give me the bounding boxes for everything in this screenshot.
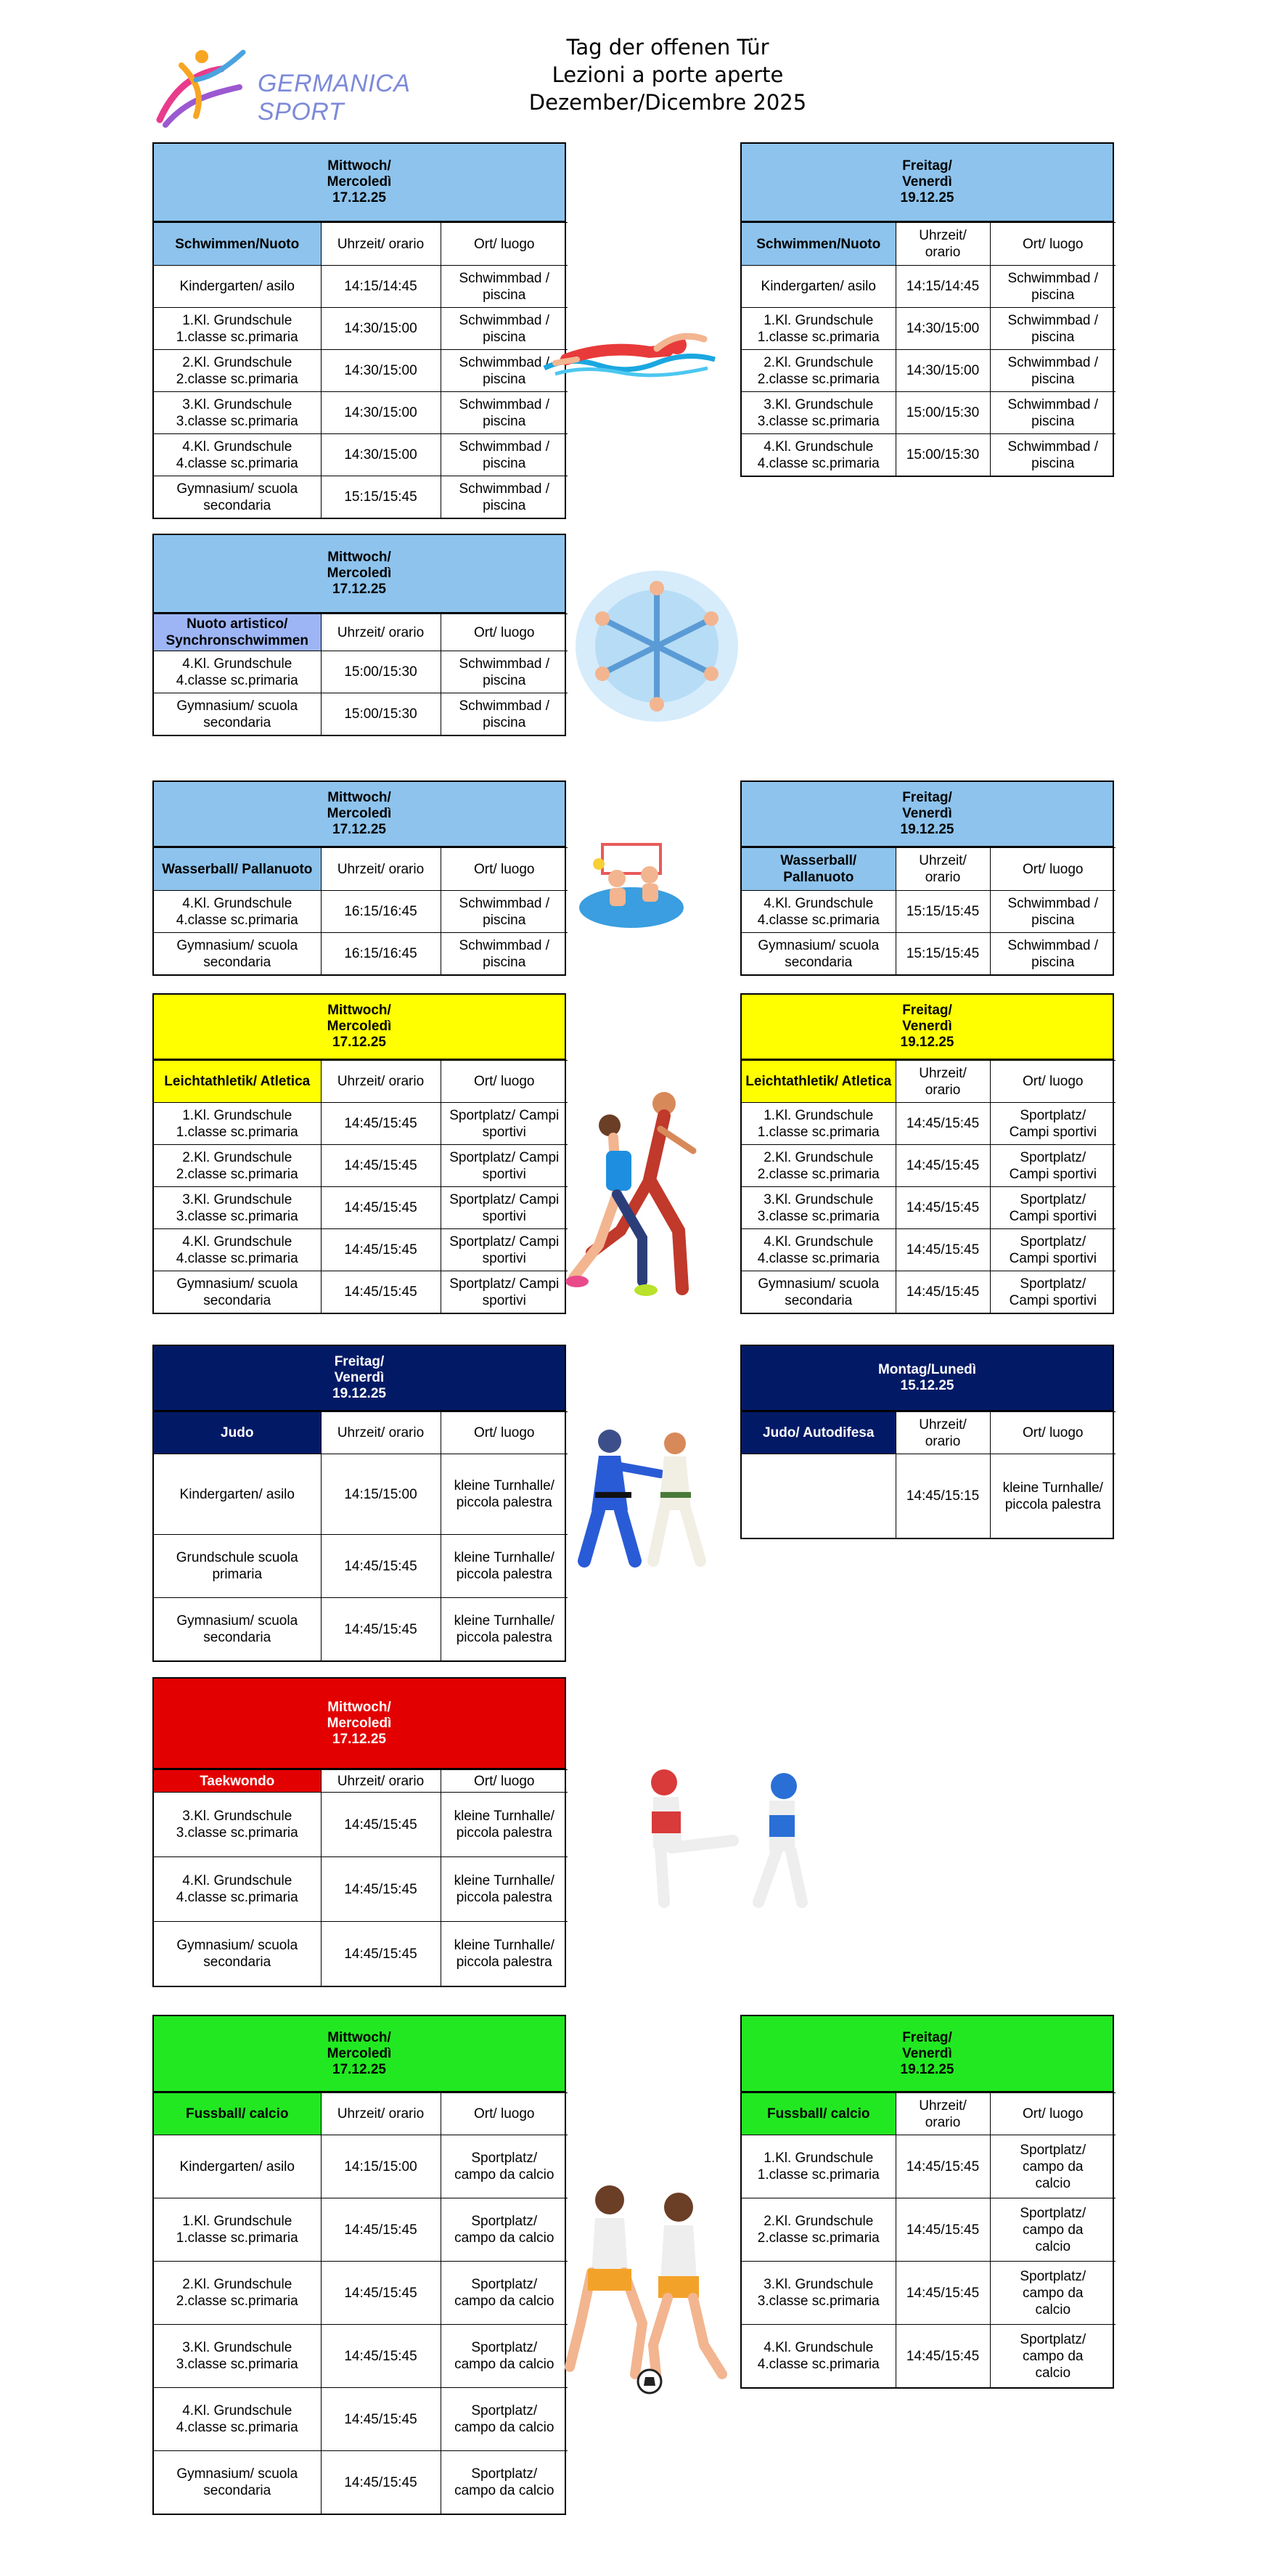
column-header-cell: Ort/ luogo bbox=[990, 1061, 1116, 1103]
time-cell: 14:45/15:45 bbox=[321, 2451, 441, 2514]
location-cell: Sportplatz/ campo da calcio bbox=[990, 2198, 1116, 2262]
class-cell: 3.Kl. Grundschule 3.classe sc.primaria bbox=[154, 1187, 321, 1229]
sport-name-cell: Leichtathletik/ Atletica bbox=[154, 1061, 321, 1103]
table-row bbox=[742, 891, 1116, 933]
column-header-cell: Ort/ luogo bbox=[441, 1061, 568, 1103]
column-header-cell: Uhrzeit/ orario bbox=[321, 223, 441, 266]
column-header-cell: Ort/ luogo bbox=[441, 1770, 568, 1793]
time-cell: 14:45/15:45 bbox=[321, 1145, 441, 1187]
time-cell: 14:45/15:45 bbox=[321, 1103, 441, 1145]
location-cell: Schwimmbad / piscina bbox=[990, 308, 1116, 350]
location-cell: kleine Turnhalle/ piccola palestra bbox=[990, 1454, 1116, 1538]
table-column-header-row bbox=[154, 848, 568, 891]
location-cell: Schwimmbad / piscina bbox=[441, 350, 568, 392]
table-row bbox=[742, 308, 1116, 350]
location-cell: Schwimmbad / piscina bbox=[441, 651, 568, 693]
column-header-cell: Uhrzeit/ orario bbox=[321, 848, 441, 891]
time-cell: 14:45/15:45 bbox=[321, 1271, 441, 1313]
table-column-header-row bbox=[742, 1412, 1116, 1454]
class-cell: 3.Kl. Grundschule 3.classe sc.primaria bbox=[154, 2325, 321, 2388]
column-header-cell: Ort/ luogo bbox=[990, 223, 1116, 266]
time-cell: 14:45/15:45 bbox=[321, 2262, 441, 2325]
schedule-table bbox=[152, 142, 566, 519]
table-row bbox=[742, 2135, 1116, 2198]
table-row bbox=[154, 1857, 568, 1922]
column-header-cell: Uhrzeit/ orario bbox=[321, 2093, 441, 2135]
location-cell: Sportplatz/ Campi sportivi bbox=[990, 1187, 1116, 1229]
table-day-header: Mittwoch/ Mercoledì 17.12.25 bbox=[154, 995, 565, 1060]
class-cell: Gymnasium/ scuola secondaria bbox=[154, 693, 321, 735]
table-row bbox=[154, 1454, 568, 1535]
location-cell: Sportplatz/ Campi sportivi bbox=[441, 1187, 568, 1229]
schedule-table bbox=[152, 780, 566, 976]
schedule-table bbox=[740, 1345, 1114, 1539]
table-row bbox=[154, 434, 568, 476]
class-cell: 4.Kl. Grundschule 4.classe sc.primaria bbox=[742, 2325, 896, 2388]
schedule-table bbox=[152, 1677, 566, 1987]
class-cell: Gymnasium/ scuola secondaria bbox=[154, 476, 321, 518]
class-cell: 1.Kl. Grundschule 1.classe sc.primaria bbox=[154, 1103, 321, 1145]
table-day-header: Mittwoch/ Mercoledì 17.12.25 bbox=[154, 144, 565, 222]
table-row bbox=[154, 2388, 568, 2451]
table-column-header-row bbox=[742, 223, 1116, 266]
table-row bbox=[742, 1454, 1116, 1538]
class-cell: Kindergarten/ asilo bbox=[154, 1454, 321, 1535]
time-cell: 14:45/15:45 bbox=[321, 1187, 441, 1229]
column-header-cell: Uhrzeit/ orario bbox=[896, 1061, 990, 1103]
time-cell: 14:45/15:45 bbox=[896, 1271, 990, 1313]
column-header-cell: Ort/ luogo bbox=[441, 614, 568, 651]
class-cell: Gymnasium/ scuola secondaria bbox=[742, 1271, 896, 1313]
location-cell: Schwimmbad / piscina bbox=[990, 266, 1116, 308]
class-cell: 1.Kl. Grundschule 1.classe sc.primaria bbox=[742, 308, 896, 350]
column-header-cell: Ort/ luogo bbox=[441, 2093, 568, 2135]
column-header-cell: Ort/ luogo bbox=[990, 1412, 1116, 1454]
table-row bbox=[154, 2325, 568, 2388]
time-cell: 14:15/14:45 bbox=[896, 266, 990, 308]
table-row bbox=[154, 2262, 568, 2325]
location-cell: kleine Turnhalle/ piccola palestra bbox=[441, 1598, 568, 1661]
table-row bbox=[154, 1793, 568, 1857]
location-cell: Sportplatz/ Campi sportivi bbox=[990, 1145, 1116, 1187]
class-cell: 1.Kl. Grundschule 1.classe sc.primaria bbox=[742, 1103, 896, 1145]
column-header-cell: Uhrzeit/ orario bbox=[321, 1061, 441, 1103]
class-cell: 2.Kl. Grundschule 2.classe sc.primaria bbox=[742, 2198, 896, 2262]
time-cell: 14:45/15:45 bbox=[321, 1922, 441, 1986]
time-cell: 16:15/16:45 bbox=[321, 891, 441, 933]
class-cell: 4.Kl. Grundschule 4.classe sc.primaria bbox=[154, 651, 321, 693]
time-cell: 14:45/15:45 bbox=[321, 1598, 441, 1661]
sport-name-cell: Judo bbox=[154, 1412, 321, 1454]
class-cell: Gymnasium/ scuola secondaria bbox=[742, 933, 896, 975]
class-cell: Grundschule scuola primaria bbox=[154, 1535, 321, 1598]
location-cell: Sportplatz/ campo da calcio bbox=[441, 2198, 568, 2262]
table-day-header: Freitag/ Venerdì 19.12.25 bbox=[742, 782, 1113, 847]
time-cell: 14:45/15:45 bbox=[321, 2198, 441, 2262]
column-header-cell: Uhrzeit/ orario bbox=[896, 1412, 990, 1454]
column-header-cell: Uhrzeit/ orario bbox=[321, 614, 441, 651]
swimmer-icon bbox=[541, 323, 719, 388]
table-row bbox=[742, 1103, 1116, 1145]
schedule-table bbox=[152, 534, 566, 736]
location-cell: Schwimmbad / piscina bbox=[990, 392, 1116, 434]
football-players-icon bbox=[548, 2178, 737, 2396]
table-row bbox=[154, 891, 568, 933]
table-row bbox=[742, 266, 1116, 308]
class-cell: Gymnasium/ scuola secondaria bbox=[154, 2451, 321, 2514]
table-row bbox=[154, 693, 568, 735]
sport-name-cell: Leichtathletik/ Atletica bbox=[742, 1061, 896, 1103]
location-cell: kleine Turnhalle/ piccola palestra bbox=[441, 1857, 568, 1922]
class-cell: Gymnasium/ scuola secondaria bbox=[154, 1598, 321, 1661]
table-row bbox=[154, 1598, 568, 1661]
column-header-cell: Uhrzeit/ orario bbox=[896, 848, 990, 891]
class-cell: 4.Kl. Grundschule 4.classe sc.primaria bbox=[154, 2388, 321, 2451]
column-header-cell: Ort/ luogo bbox=[441, 848, 568, 891]
table-row bbox=[154, 476, 568, 518]
class-cell: 2.Kl. Grundschule 2.classe sc.primaria bbox=[742, 350, 896, 392]
location-cell: kleine Turnhalle/ piccola palestra bbox=[441, 1535, 568, 1598]
synchronized-swimming-icon bbox=[573, 566, 740, 726]
time-cell: 14:45/15:45 bbox=[896, 2198, 990, 2262]
sport-name-cell: Judo/ Autodifesa bbox=[742, 1412, 896, 1454]
table-row bbox=[742, 1229, 1116, 1271]
location-cell: Schwimmbad / piscina bbox=[441, 434, 568, 476]
table-row bbox=[742, 1271, 1116, 1313]
time-cell: 14:45/15:45 bbox=[896, 2325, 990, 2388]
class-cell: Kindergarten/ asilo bbox=[154, 2135, 321, 2198]
class-cell: 4.Kl. Grundschule 4.classe sc.primaria bbox=[154, 891, 321, 933]
location-cell: Sportplatz/ Campi sportivi bbox=[441, 1145, 568, 1187]
location-cell: Schwimmbad / piscina bbox=[441, 693, 568, 735]
class-cell: 3.Kl. Grundschule 3.classe sc.primaria bbox=[742, 2262, 896, 2325]
time-cell: 15:15/15:45 bbox=[321, 476, 441, 518]
time-cell: 14:45/15:45 bbox=[321, 2325, 441, 2388]
class-cell: 4.Kl. Grundschule 4.classe sc.primaria bbox=[154, 434, 321, 476]
location-cell: Schwimmbad / piscina bbox=[441, 266, 568, 308]
table-row bbox=[154, 1271, 568, 1313]
time-cell: 14:45/15:45 bbox=[896, 2262, 990, 2325]
location-cell: Sportplatz/ campo da calcio bbox=[990, 2262, 1116, 2325]
location-cell: Schwimmbad / piscina bbox=[441, 891, 568, 933]
time-cell: 14:30/15:00 bbox=[896, 350, 990, 392]
column-header-cell: Ort/ luogo bbox=[441, 223, 568, 266]
location-cell: Sportplatz/ campo da calcio bbox=[441, 2451, 568, 2514]
time-cell: 15:00/15:30 bbox=[896, 434, 990, 476]
sport-name-cell: Taekwondo bbox=[154, 1770, 321, 1793]
sport-name-cell: Fussball/ calcio bbox=[742, 2093, 896, 2135]
time-cell: 14:45/15:45 bbox=[896, 1103, 990, 1145]
class-cell: 3.Kl. Grundschule 3.classe sc.primaria bbox=[154, 1793, 321, 1857]
table-day-header: Mittwoch/ Mercoledì 17.12.25 bbox=[154, 1679, 565, 1769]
time-cell: 14:30/15:00 bbox=[321, 392, 441, 434]
sport-name-cell: Schwimmen/Nuoto bbox=[742, 223, 896, 266]
table-column-header-row bbox=[742, 848, 1116, 891]
time-cell: 14:30/15:00 bbox=[896, 308, 990, 350]
class-cell: 2.Kl. Grundschule 2.classe sc.primaria bbox=[742, 1145, 896, 1187]
table-day-header: Freitag/ Venerdì 19.12.25 bbox=[742, 2016, 1113, 2092]
table-day-header: Mittwoch/ Mercoledì 17.12.25 bbox=[154, 782, 565, 847]
time-cell: 14:45/15:15 bbox=[896, 1454, 990, 1538]
class-cell: 2.Kl. Grundschule 2.classe sc.primaria bbox=[154, 2262, 321, 2325]
location-cell: Schwimmbad / piscina bbox=[441, 476, 568, 518]
location-cell: Sportplatz/ campo da calcio bbox=[441, 2325, 568, 2388]
judo-icon bbox=[566, 1423, 722, 1568]
location-cell: Schwimmbad / piscina bbox=[990, 434, 1116, 476]
location-cell: Sportplatz/ Campi sportivi bbox=[990, 1229, 1116, 1271]
title-line: Dezember/Dicembre 2025 bbox=[528, 90, 807, 115]
column-header-cell: Ort/ luogo bbox=[990, 2093, 1116, 2135]
column-header-cell: Ort/ luogo bbox=[441, 1412, 568, 1454]
time-cell: 14:15/14:45 bbox=[321, 266, 441, 308]
class-cell: 3.Kl. Grundschule 3.classe sc.primaria bbox=[742, 392, 896, 434]
class-cell: 2.Kl. Grundschule 2.classe sc.primaria bbox=[154, 350, 321, 392]
location-cell: Sportplatz/ Campi sportivi bbox=[441, 1229, 568, 1271]
time-cell: 15:00/15:30 bbox=[321, 693, 441, 735]
table-column-header-row bbox=[742, 2093, 1116, 2135]
location-cell: Schwimmbad / piscina bbox=[441, 308, 568, 350]
time-cell: 14:30/15:00 bbox=[321, 350, 441, 392]
schedule-table bbox=[152, 993, 566, 1314]
logo bbox=[152, 44, 457, 131]
column-header-cell: Uhrzeit/ orario bbox=[896, 223, 990, 266]
class-cell: 4.Kl. Grundschule 4.classe sc.primaria bbox=[742, 434, 896, 476]
time-cell: 14:45/15:45 bbox=[321, 2388, 441, 2451]
class-cell: 1.Kl. Grundschule 1.classe sc.primaria bbox=[742, 2135, 896, 2198]
table-row bbox=[154, 1922, 568, 1986]
table-row bbox=[154, 2135, 568, 2198]
time-cell: 14:45/15:45 bbox=[896, 1229, 990, 1271]
table-row bbox=[742, 392, 1116, 434]
time-cell: 14:45/15:45 bbox=[321, 1229, 441, 1271]
time-cell: 14:15/15:00 bbox=[321, 2135, 441, 2198]
location-cell: Sportplatz/ Campi sportivi bbox=[990, 1271, 1116, 1313]
table-day-header: Montag/Lunedì 15.12.25 bbox=[742, 1346, 1113, 1411]
class-cell: 4.Kl. Grundschule 4.classe sc.primaria bbox=[154, 1857, 321, 1922]
time-cell: 14:45/15:45 bbox=[896, 1145, 990, 1187]
location-cell: Schwimmbad / piscina bbox=[441, 933, 568, 975]
table-row bbox=[154, 1103, 568, 1145]
table-row bbox=[154, 1145, 568, 1187]
schedule-table bbox=[740, 2015, 1114, 2389]
table-day-header: Mittwoch/ Mercoledì 17.12.25 bbox=[154, 2016, 565, 2092]
sport-name-cell: Schwimmen/Nuoto bbox=[154, 223, 321, 266]
column-header-cell: Uhrzeit/ orario bbox=[321, 1770, 441, 1793]
schedule-table bbox=[152, 1345, 566, 1662]
title-line: Tag der offenen Tür bbox=[566, 35, 769, 60]
time-cell: 14:30/15:00 bbox=[321, 434, 441, 476]
time-cell: 15:00/15:30 bbox=[321, 651, 441, 693]
time-cell: 14:45/15:45 bbox=[896, 2135, 990, 2198]
time-cell: 14:15/15:00 bbox=[321, 1454, 441, 1535]
location-cell: Sportplatz/ campo da calcio bbox=[990, 2325, 1116, 2388]
time-cell: 15:15/15:45 bbox=[896, 933, 990, 975]
sport-name-cell: Nuoto artistico/ Synchronschwimmen bbox=[154, 614, 321, 651]
time-cell: 14:30/15:00 bbox=[321, 308, 441, 350]
table-row bbox=[154, 350, 568, 392]
location-cell: Sportplatz/ Campi sportivi bbox=[990, 1103, 1116, 1145]
table-row bbox=[154, 2451, 568, 2514]
class-cell: Gymnasium/ scuola secondaria bbox=[154, 1271, 321, 1313]
table-day-header: Mittwoch/ Mercoledì 17.12.25 bbox=[154, 535, 565, 614]
sport-name-cell: Fussball/ calcio bbox=[154, 2093, 321, 2135]
location-cell: Schwimmbad / piscina bbox=[990, 891, 1116, 933]
table-day-header: Freitag/ Venerdì 19.12.25 bbox=[154, 1346, 565, 1411]
table-day-header: Freitag/ Venerdì 19.12.25 bbox=[742, 144, 1113, 222]
location-cell: Sportplatz/ campo da calcio bbox=[441, 2135, 568, 2198]
class-cell: Kindergarten/ asilo bbox=[742, 266, 896, 308]
sport-name-cell: Wasserball/ Pallanuoto bbox=[154, 848, 321, 891]
water-polo-icon bbox=[577, 839, 686, 929]
time-cell: 16:15/16:45 bbox=[321, 933, 441, 975]
sport-name-cell: Wasserball/ Pallanuoto bbox=[742, 848, 896, 891]
table-day-header: Freitag/ Venerdì 19.12.25 bbox=[742, 995, 1113, 1060]
table-row bbox=[742, 2198, 1116, 2262]
table-column-header-row bbox=[154, 2093, 568, 2135]
location-cell: Sportplatz/ Campi sportivi bbox=[441, 1271, 568, 1313]
class-cell: 1.Kl. Grundschule 1.classe sc.primaria bbox=[154, 2198, 321, 2262]
time-cell: 14:45/15:45 bbox=[321, 1535, 441, 1598]
time-cell: 15:00/15:30 bbox=[896, 392, 990, 434]
location-cell: Schwimmbad / piscina bbox=[441, 392, 568, 434]
location-cell: Sportplatz/ campo da calcio bbox=[990, 2135, 1116, 2198]
table-row bbox=[742, 933, 1116, 975]
page-title bbox=[450, 33, 885, 116]
location-cell: Sportplatz/ campo da calcio bbox=[441, 2262, 568, 2325]
location-cell: Sportplatz/ campo da calcio bbox=[441, 2388, 568, 2451]
column-header-cell: Ort/ luogo bbox=[990, 848, 1116, 891]
schedule-table bbox=[740, 142, 1114, 477]
schedule-table bbox=[740, 780, 1114, 976]
table-row bbox=[154, 2198, 568, 2262]
table-row bbox=[742, 350, 1116, 392]
time-cell: 15:15/15:45 bbox=[896, 891, 990, 933]
time-cell: 14:45/15:45 bbox=[321, 1857, 441, 1922]
location-cell: Schwimmbad / piscina bbox=[990, 350, 1116, 392]
class-cell: Kindergarten/ asilo bbox=[154, 266, 321, 308]
table-row bbox=[154, 308, 568, 350]
table-row bbox=[742, 2262, 1116, 2325]
schedule-table bbox=[152, 2015, 566, 2515]
class-cell: 3.Kl. Grundschule 3.classe sc.primaria bbox=[742, 1187, 896, 1229]
table-row bbox=[154, 1229, 568, 1271]
table-row bbox=[154, 651, 568, 693]
table-row bbox=[742, 1187, 1116, 1229]
class-cell: 4.Kl. Grundschule 4.classe sc.primaria bbox=[742, 891, 896, 933]
table-row bbox=[154, 392, 568, 434]
taekwondo-icon bbox=[631, 1761, 813, 1913]
class-cell: Gymnasium/ scuola secondaria bbox=[154, 1922, 321, 1986]
column-header-cell: Uhrzeit/ orario bbox=[896, 2093, 990, 2135]
table-row bbox=[154, 266, 568, 308]
class-cell bbox=[742, 1454, 896, 1538]
location-cell: kleine Turnhalle/ piccola palestra bbox=[441, 1793, 568, 1857]
table-row bbox=[154, 1187, 568, 1229]
table-column-header-row bbox=[154, 223, 568, 266]
table-row bbox=[742, 2325, 1116, 2388]
table-column-header-row bbox=[154, 614, 568, 651]
table-row bbox=[742, 434, 1116, 476]
location-cell: kleine Turnhalle/ piccola palestra bbox=[441, 1454, 568, 1535]
location-cell: Sportplatz/ Campi sportivi bbox=[441, 1103, 568, 1145]
runners-icon bbox=[555, 1085, 711, 1303]
table-row bbox=[154, 1535, 568, 1598]
table-row bbox=[742, 1145, 1116, 1187]
table-column-header-row bbox=[154, 1061, 568, 1103]
schedule-table bbox=[740, 993, 1114, 1314]
column-header-cell: Uhrzeit/ orario bbox=[321, 1412, 441, 1454]
location-cell: kleine Turnhalle/ piccola palestra bbox=[441, 1922, 568, 1986]
title-line: Lezioni a porte aperte bbox=[552, 62, 784, 87]
table-column-header-row bbox=[154, 1412, 568, 1454]
class-cell: 1.Kl. Grundschule 1.classe sc.primaria bbox=[154, 308, 321, 350]
class-cell: Gymnasium/ scuola secondaria bbox=[154, 933, 321, 975]
logo-mark-icon bbox=[152, 44, 254, 131]
class-cell: 2.Kl. Grundschule 2.classe sc.primaria bbox=[154, 1145, 321, 1187]
logo-text: GERMANICA SPORT bbox=[258, 70, 410, 126]
time-cell: 14:45/15:45 bbox=[896, 1187, 990, 1229]
table-column-header-row bbox=[742, 1061, 1116, 1103]
table-row bbox=[154, 933, 568, 975]
table-column-header-row bbox=[154, 1770, 568, 1793]
class-cell: 3.Kl. Grundschule 3.classe sc.primaria bbox=[154, 392, 321, 434]
class-cell: 4.Kl. Grundschule 4.classe sc.primaria bbox=[154, 1229, 321, 1271]
class-cell: 4.Kl. Grundschule 4.classe sc.primaria bbox=[742, 1229, 896, 1271]
time-cell: 14:45/15:45 bbox=[321, 1793, 441, 1857]
location-cell: Schwimmbad / piscina bbox=[990, 933, 1116, 975]
